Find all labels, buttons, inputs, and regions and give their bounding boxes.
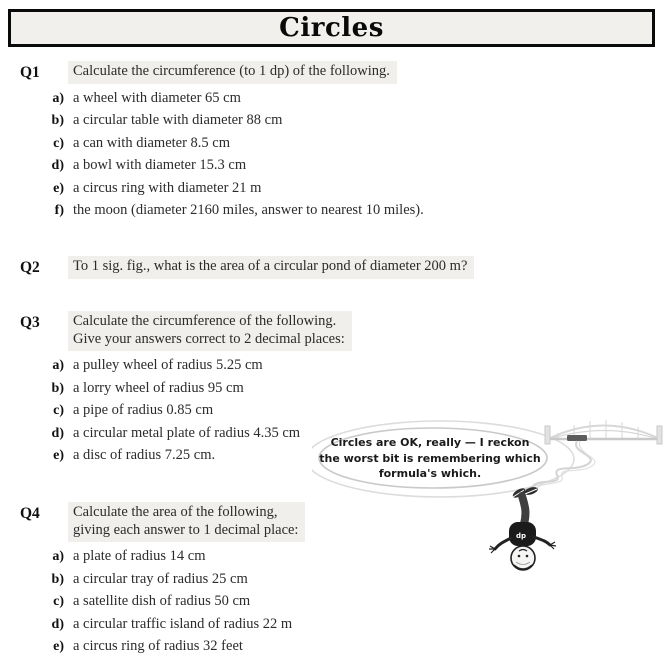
item-letter: a) [52,90,64,106]
item-text: a bowl with diameter 15.3 cm [73,157,247,173]
title-box [8,9,655,47]
question-items [51,89,560,219]
item-letter: a) [52,358,64,373]
item-letter: d) [51,425,64,441]
speech-line: formula's which. [378,467,482,480]
item-text: a circular tray of radius 25 cm [73,570,248,587]
item-text: a circus ring of radius 32 feet [73,638,243,654]
bungee-jumper [489,486,556,570]
question-prompt [68,256,474,279]
question-prompt-line: Calculate the circumference (to 1 dp) of the following. [73,63,390,79]
item-letter: d) [51,616,64,632]
item-text: a plate of radius 14 cm [73,548,206,564]
item-letter: f) [54,203,64,218]
item-text: a circular metal plate of radius 4.35 cm [73,424,301,441]
question-number: Q2 [20,259,40,276]
item-text: a pulley wheel of radius 5.25 cm [73,357,263,373]
question-item [50,358,560,374]
item-letter: c) [53,135,64,151]
item-text: a pipe of radius 0.85 cm [73,402,214,418]
question-item [50,158,560,174]
question-prompt-line: Calculate the area of the following, [73,504,278,520]
item-text: a wheel with diameter 65 cm [73,89,241,106]
question-number: Q4 [20,505,40,522]
question-prompt-line: Give your answers correct to 2 decimal places: [73,330,345,347]
question-block [0,61,560,219]
page-title: Circles [279,13,384,43]
item-letter: e) [53,180,64,196]
item-text: a can with diameter 8.5 cm [73,134,231,151]
item-text: the moon (diameter 2160 miles, answer to nearest 10 miles). [73,202,424,218]
cord-anchor [567,435,587,441]
item-text: a circular table with diameter 88 cm [73,112,283,128]
question-item [50,136,560,152]
question-item [50,113,560,129]
question-number: Q3 [20,314,40,331]
question-item [50,91,560,107]
shirt-text: dp [516,532,527,540]
speech-line: Circles are OK, really — I reckon [330,436,530,449]
item-letter: b) [51,571,64,587]
bungee-cartoon [312,412,664,664]
item-letter: c) [53,403,64,418]
item-text: a lorry wheel of radius 95 cm [73,379,244,396]
question-prompt [68,311,352,351]
speech-line: the worst bit is remembering which [319,451,541,465]
item-text: a circus ring with diameter 21 m [73,179,262,196]
question-item [50,181,560,197]
question-prompt-line: To 1 sig. fig., what is the area of a circular pond of diameter 200 m? [73,258,468,274]
speech-bubble-text [318,435,542,482]
item-text: a satellite dish of radius 50 cm [73,593,251,609]
question-number: Q1 [20,64,40,81]
item-letter: b) [51,380,64,396]
bridge-icon [545,420,662,444]
item-letter: e) [53,639,64,654]
item-letter: b) [51,113,64,128]
item-letter: d) [51,158,64,173]
question-prompt [68,61,397,84]
item-letter: a) [52,549,64,564]
question-item [50,381,560,397]
item-letter: e) [53,448,64,463]
question-prompt [68,502,305,542]
question-prompt-line: giving each answer to 1 decimal place: [73,521,299,538]
question-prompt-line: Calculate the circumference of the following. [73,313,337,329]
question-block [0,256,560,282]
item-letter: c) [53,594,64,609]
question-item [50,203,560,219]
item-text: a disc of radius 7.25 cm. [73,447,216,463]
item-text: a circular traffic island of radius 22 m [73,615,293,632]
